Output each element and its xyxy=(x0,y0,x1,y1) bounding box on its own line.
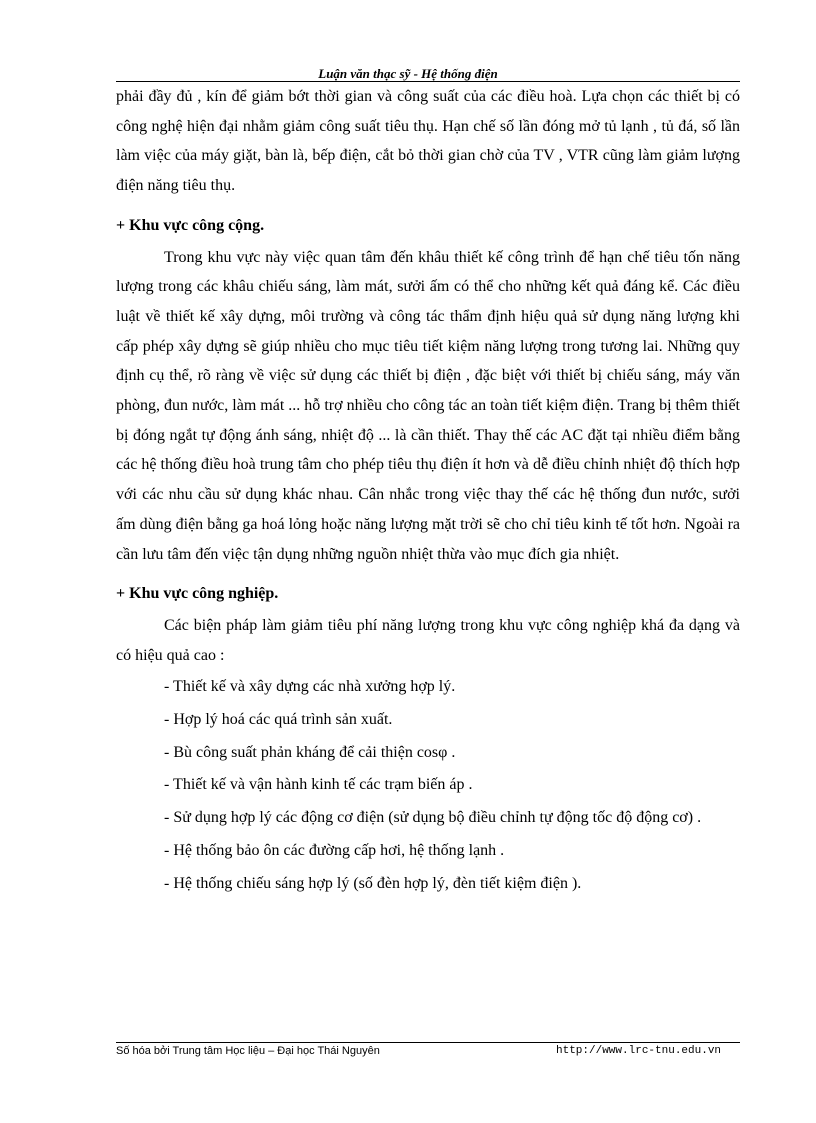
list-item: - Hệ thống chiếu sáng hợp lý (số đèn hợp lý, đèn tiết kiệm điện ). xyxy=(164,874,582,892)
section-paragraph-public: Trong khu vực này việc quan tâm đến khâu thiết kế công trình để hạn chế tiêu tốn năng lượng trong các khâu chiếu sáng, làm mát, sưởi ấm có thể cho những kết quả đáng kể. Các điều luật về thiết kế xây dựng, môi trường và công tác thẩm định hiệu quả sử dụng năng lượng khi cấp phép xây dựng sẽ giúp nhiều cho mục tiêu tiết kiệm năng lượng trong tương lai. Những quy định cụ thể, rõ ràng về việc sử dụng các thiết bị điện , đặc biệt với thiết bị chiếu sáng, máy văn phòng, đun nước, làm mát ... hỗ trợ nhiều cho công tác an toàn tiết kiệm điện. Trang bị thêm thiết bị đóng ngắt tự động ánh sáng, nhiệt độ ... là cần thiết. Thay thế các AC đặt tại nhiều điểm bằng các hệ thống điều hoà trung tâm cho phép tiêu thụ điện ít hơn và dễ điều chỉnh nhiệt độ thích hợp với các nhu cầu sử dụng khác nhau. Cân nhắc trong việc thay thế các hệ thống đun nước, sưởi ấm dùng điện bằng ga hoá lỏng hoặc năng lượng mặt trời sẽ cho chỉ tiêu kinh tế tốt hơn. Ngoài ra cần lưu tâm đến việc tận dụng những nguồn nhiệt thừa vào mục đích gia nhiệt. xyxy=(116,248,740,563)
page-header-title: Luận văn thạc sỹ - Hệ thống điện xyxy=(318,66,498,81)
section-paragraph-industry: Các biện pháp làm giảm tiêu phí năng lượng trong khu vực công nghiệp khá đa dạng và có hiệu quả cao : xyxy=(116,616,740,664)
footer-divider xyxy=(116,1042,740,1043)
document-body xyxy=(116,82,740,901)
list-item: - Hệ thống bảo ôn các đường cấp hơi, hệ thống lạnh . xyxy=(164,841,505,859)
intro-paragraph: phải đầy đủ , kín để giảm bớt thời gian và công suất của các điều hoà. Lựa chọn các thiết bị có công nghệ hiện đại nhằm giảm công suất tiêu thụ. Hạn chế số lần đóng mở tủ lạnh , tủ đá, số lần làm việc của máy giặt, bàn là, bếp điện, cắt bỏ thời gian chờ của TV , VTR cũng làm giảm lượng điện năng tiêu thụ. xyxy=(116,88,740,195)
section-heading-public: + Khu vực công cộng. xyxy=(116,216,265,234)
list-item: - Thiết kế và vận hành kinh tế các trạm biến áp . xyxy=(164,776,473,794)
footer-url: http://www.lrc-tnu.edu.vn xyxy=(556,1045,722,1057)
list-item: - Hợp lý hoá các quá trình sản xuất. xyxy=(164,711,393,729)
list-item: - Sử dụng hợp lý các động cơ điện (sử dụng bộ điều chỉnh tự động tốc độ động cơ) . xyxy=(164,809,702,827)
list-item: - Bù công suất phản kháng để cải thiện cosφ . xyxy=(164,743,456,761)
footer-source: Số hóa bởi Trung tâm Học liệu – Đại học Thái Nguyên xyxy=(116,1045,380,1057)
list-item: - Thiết kế và xây dựng các nhà xưởng hợp lý. xyxy=(164,678,456,696)
measures-list xyxy=(116,672,740,898)
section-heading-industry: + Khu vực công nghiệp. xyxy=(116,585,279,603)
